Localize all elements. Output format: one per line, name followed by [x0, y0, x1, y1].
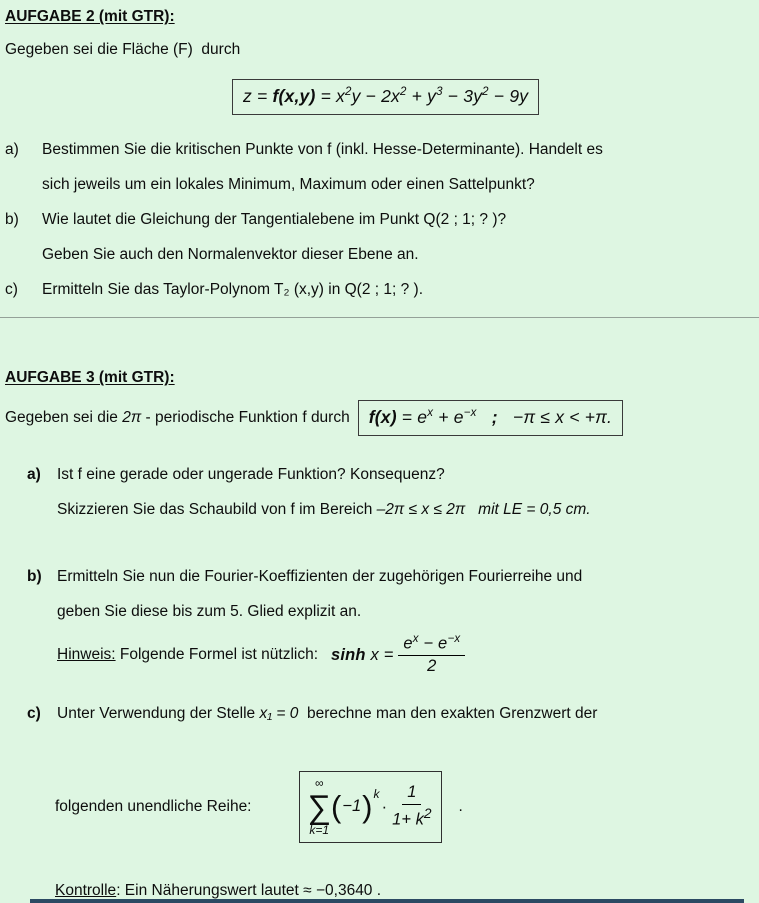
list-item-b — [5, 202, 749, 272]
sinh-fraction — [398, 633, 465, 677]
line-math: x₁ = 0 — [259, 705, 299, 723]
series-row — [5, 771, 749, 843]
task2-formula-box — [232, 79, 539, 115]
sigma-symbol — [308, 777, 332, 836]
frac-part: e — [403, 634, 413, 653]
hint-label: Hinweis: — [57, 646, 116, 664]
task3-title: AUFGABE 3 (mit GTR): — [5, 369, 175, 386]
task3-item-b — [5, 559, 749, 677]
formula-part: = e — [396, 407, 428, 427]
fraction-denominator: 2 — [427, 657, 437, 676]
formula-exponent: 2 — [400, 86, 407, 99]
sinh-formula — [331, 646, 398, 665]
sinh-label: sinh — [330, 645, 366, 664]
series-formula-box — [299, 771, 443, 843]
item-line — [57, 696, 749, 731]
task3-formula — [369, 407, 612, 427]
frac-exponent: −x — [447, 633, 461, 645]
sigma-lower-limit: k=1 — [309, 823, 330, 838]
item-line: sich jeweils um ein lokales Minimum, Maximum oder einen Sattelpunkt? — [42, 176, 535, 193]
task3-item-a — [5, 457, 749, 527]
list-item-c3 — [5, 696, 749, 731]
formula-fname: f(x,y) — [272, 86, 316, 106]
item-line: Bestimmen Sie die kritischen Punkte von f (inkl. Hesse-Determinante). Handelt es — [42, 141, 603, 158]
bottom-bar — [30, 899, 744, 903]
fraction-numerator: 1 — [402, 783, 421, 805]
item-content — [42, 272, 749, 307]
series-caption: folgenden unendliche Reihe: — [55, 798, 252, 816]
formula-fname: f(x) — [368, 407, 397, 427]
list-item-c — [5, 272, 749, 307]
series-fraction — [392, 783, 431, 830]
formula-part: + y — [406, 86, 437, 106]
task3-formula-box — [358, 400, 623, 436]
fraction-numerator — [398, 633, 465, 656]
formula-lhs: z = — [243, 86, 273, 106]
item-label: b) — [27, 568, 42, 585]
sentence-period: . — [458, 798, 463, 816]
formula-part: + e — [433, 407, 464, 427]
list-item-a — [5, 132, 749, 202]
line-pre: Unter Verwendung der Stelle — [57, 705, 260, 723]
item-content — [57, 696, 749, 731]
task3-item-c — [5, 696, 749, 731]
item-line — [57, 492, 749, 527]
item-content — [42, 132, 749, 202]
item-content — [57, 457, 749, 527]
intro-post: - periodische Funktion f durch — [141, 409, 350, 426]
series-base: −1 — [342, 797, 362, 816]
item-line: Wie lautet die Gleichung der Tangentialebene im Punkt Q(2 ; 1; ? )? — [42, 211, 507, 228]
formula-separator: ; — [476, 407, 513, 427]
list-item-b3 — [5, 559, 749, 677]
task3-intro-text — [5, 409, 350, 427]
formula-part: = x — [315, 86, 346, 106]
kontrolle-line — [5, 882, 749, 900]
item-label: a) — [27, 466, 41, 483]
frac-exponent: x — [412, 633, 419, 645]
line-math: –2π ≤ x ≤ 2π — [376, 501, 466, 518]
item-line: Ermitteln Sie nun die Fourier-Koeffizienten der zugehörigen Fourierreihe und — [57, 568, 583, 585]
line-post: berechne man den exakten Grenzwert der — [298, 705, 598, 723]
intro-math: 2π — [122, 409, 142, 426]
item-content — [57, 559, 749, 677]
item-content — [42, 202, 749, 272]
task2-list — [5, 132, 749, 307]
hint-text — [57, 646, 331, 664]
item-label: c) — [27, 705, 41, 723]
kontrolle-label: Kontrolle — [55, 882, 117, 900]
kontrolle-end: . — [372, 882, 382, 900]
task3-intro-row — [5, 400, 749, 436]
formula-exponent: 2 — [345, 86, 352, 99]
open-paren: ( — [331, 788, 342, 824]
multiplication-dot: · — [381, 796, 388, 816]
frac-part: − e — [418, 634, 448, 653]
sigma-glyph: ∑ — [307, 788, 332, 826]
item-label: a) — [5, 141, 19, 158]
formula-part: y − 2x — [351, 86, 401, 106]
line-pre: Skizzieren Sie das Schaubild von f im Bereich — [57, 501, 377, 518]
sinh-arg: x = — [365, 645, 399, 664]
item-label: c) — [5, 281, 18, 298]
hint-body: Folgende Formel ist nützlich: — [115, 646, 331, 664]
frac-exponent: 2 — [423, 805, 432, 821]
formula-exponent: 2 — [482, 86, 489, 99]
task2-formula — [243, 86, 528, 106]
item-label: b) — [5, 211, 19, 228]
section-divider — [0, 317, 759, 318]
series-exponent: k — [373, 786, 380, 801]
formula-part: − 9y — [488, 86, 529, 106]
line-post: mit LE = 0,5 cm. — [465, 501, 591, 518]
hint-line — [57, 633, 749, 677]
close-paren: ) — [362, 788, 373, 824]
task2-intro: Gegeben sei die Fläche (F) durch — [5, 41, 241, 58]
item-line: geben Sie diese bis zum 5. Glied explizit an. — [57, 603, 362, 620]
formula-exponent: 3 — [436, 86, 443, 99]
item-line: Geben Sie auch den Normalenvektor dieser Ebene an. — [42, 246, 419, 263]
intro-pre: Gegeben sei die — [5, 409, 123, 426]
formula-exponent: x — [427, 407, 434, 420]
fraction-denominator — [392, 805, 431, 830]
list-item-a3 — [5, 457, 749, 527]
formula-exponent: −x — [463, 407, 477, 420]
sigma-upper-limit: ∞ — [314, 776, 324, 791]
formula-domain: −π ≤ x < +π. — [512, 407, 613, 427]
kontrolle-text: : Ein Näherungswert lautet — [116, 882, 304, 900]
task2-formula-row — [232, 79, 749, 115]
frac-part: 1+ k — [392, 810, 424, 829]
item-line: Ist f eine gerade oder ungerade Funktion? Konsequenz? — [57, 466, 445, 483]
kontrolle-value: ≈ −0,3640 — [303, 882, 373, 900]
item-line: Ermitteln Sie das Taylor-Polynom T₂ (x,y) in Q(2 ; 1; ? ). — [42, 281, 424, 298]
task2-title: AUFGABE 2 (mit GTR): — [5, 8, 175, 25]
formula-part: − 3y — [442, 86, 483, 106]
